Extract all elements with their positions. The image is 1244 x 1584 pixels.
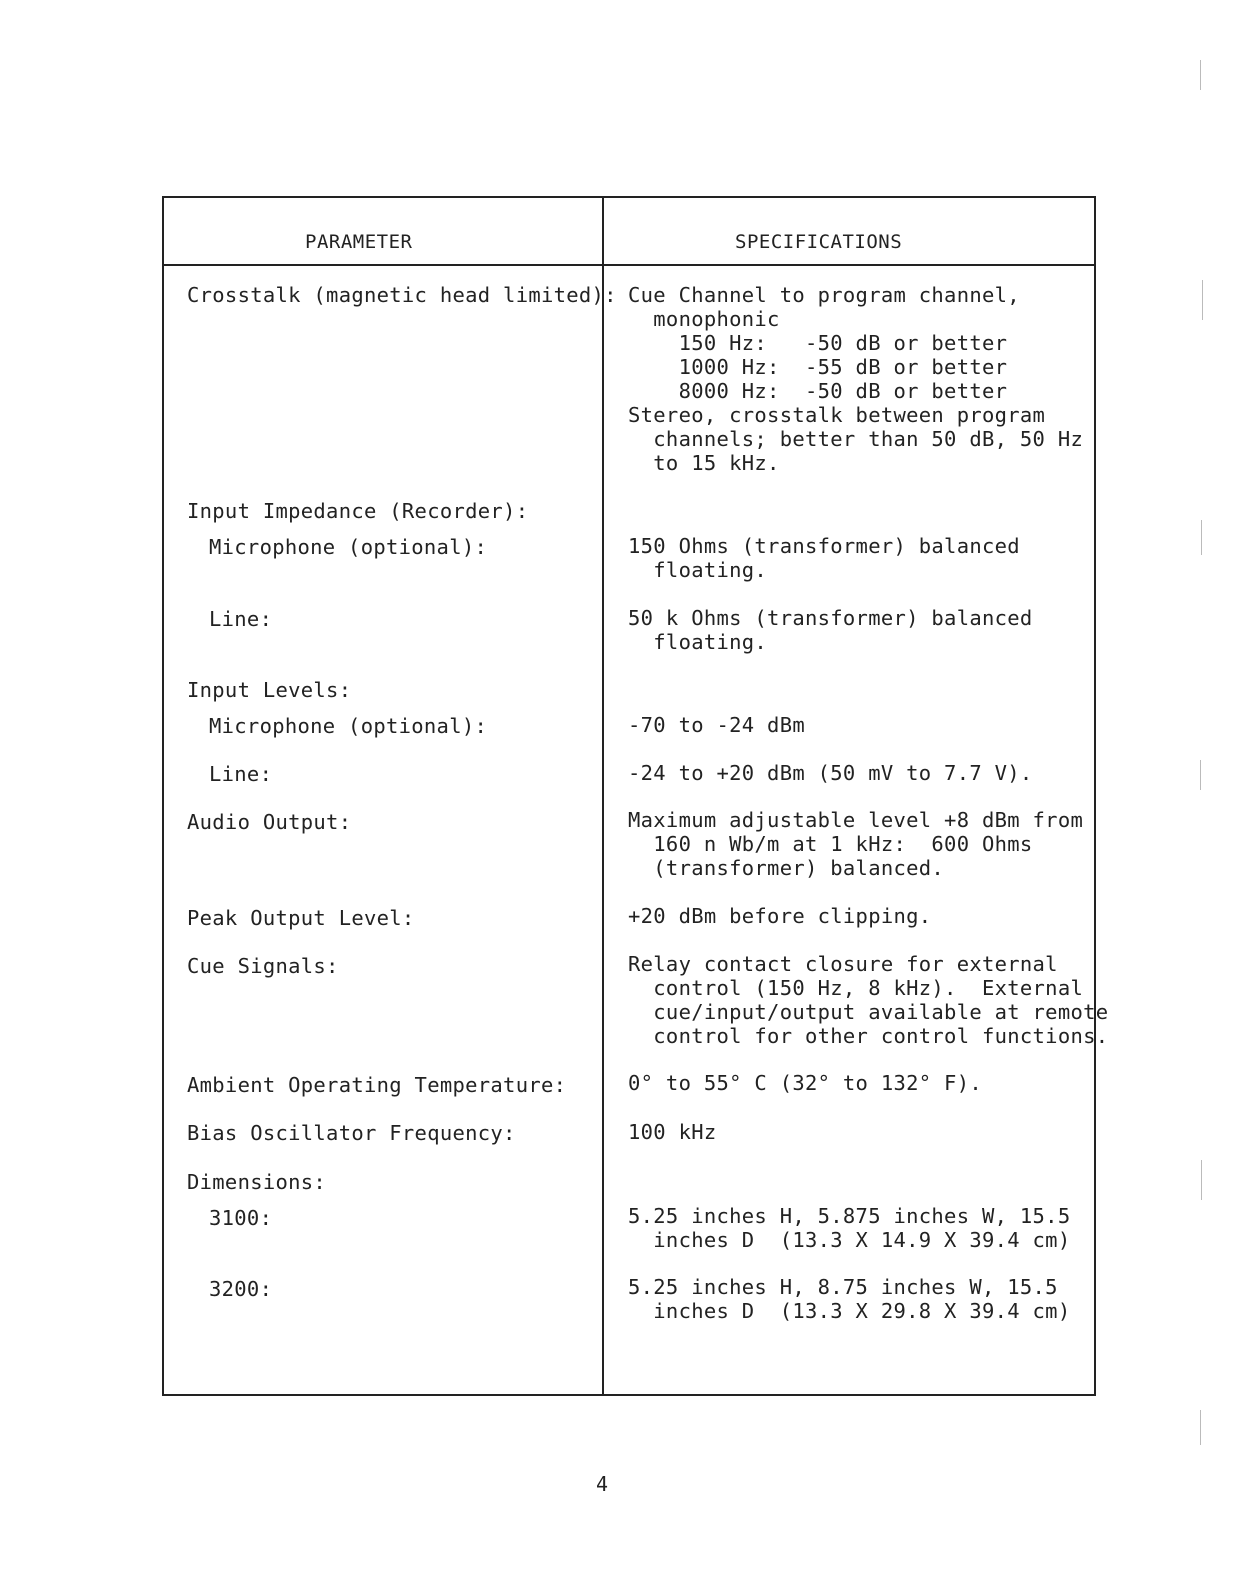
param-impedance-line: Line: xyxy=(209,607,273,631)
spec-cue-signals-line-3: cue/input/output available at remote xyxy=(628,1000,1109,1024)
spec-peak-output: +20 dBm before clipping. xyxy=(628,904,932,928)
spec-impedance-line-line-2: floating. xyxy=(628,630,768,654)
param-dimensions: Dimensions: xyxy=(187,1170,327,1194)
header-parameter: PARAMETER xyxy=(305,231,413,253)
spec-audio-output-line-2: 160 n Wb/m at 1 kHz: 600 Ohms xyxy=(628,832,1033,856)
spec-bias-oscillator: 100 kHz xyxy=(628,1120,717,1144)
spec-crosstalk-line-1: Cue Channel to program channel, xyxy=(628,283,1020,307)
spec-impedance-line-line-1: 50 k Ohms (transformer) balanced xyxy=(628,606,1033,630)
spec-ambient-temperature: 0° to 55° C (32° to 132° F). xyxy=(628,1071,982,1095)
spec-crosstalk-line-5: 8000 Hz: -50 dB or better xyxy=(628,379,1008,403)
param-peak-output: Peak Output Level: xyxy=(187,906,415,930)
spec-dimensions-3200-line-1: 5.25 inches H, 8.75 inches W, 15.5 xyxy=(628,1275,1058,1299)
spec-crosstalk-line-3: 150 Hz: -50 dB or better xyxy=(628,331,1008,355)
spec-cue-signals-line-1: Relay contact closure for external xyxy=(628,952,1058,976)
param-bias-oscillator: Bias Oscillator Frequency: xyxy=(187,1121,516,1145)
column-divider xyxy=(602,196,604,1396)
scan-speck xyxy=(1201,1160,1202,1200)
scan-speck xyxy=(1202,280,1203,320)
param-cue-signals: Cue Signals: xyxy=(187,954,339,978)
spec-crosstalk-line-4: 1000 Hz: -55 dB or better xyxy=(628,355,1008,379)
param-input-levels: Input Levels: xyxy=(187,678,352,702)
param-impedance-microphone: Microphone (optional): xyxy=(209,535,488,559)
param-input-impedance: Input Impedance (Recorder): xyxy=(187,499,529,523)
param-dimensions-3100: 3100: xyxy=(209,1206,273,1230)
spec-crosstalk-line-8: to 15 kHz. xyxy=(628,451,780,475)
spec-impedance-microphone-line-1: 150 Ohms (transformer) balanced xyxy=(628,534,1020,558)
spec-dimensions-3100-line-1: 5.25 inches H, 5.875 inches W, 15.5 xyxy=(628,1204,1071,1228)
page-number: 4 xyxy=(596,1472,609,1496)
param-dimensions-3200: 3200: xyxy=(209,1277,273,1301)
spec-cue-signals-line-4: control for other control functions. xyxy=(628,1024,1109,1048)
spec-levels-microphone: -70 to -24 dBm xyxy=(628,713,805,737)
scan-speck xyxy=(1200,760,1201,790)
spec-audio-output-line-3: (transformer) balanced. xyxy=(628,856,945,880)
scan-speck xyxy=(1201,520,1202,555)
scan-speck xyxy=(1200,60,1201,90)
header-specifications: SPECIFICATIONS xyxy=(735,231,903,253)
spec-crosstalk-line-7: channels; better than 50 dB, 50 Hz xyxy=(628,427,1084,451)
spec-cue-signals-line-2: control (150 Hz, 8 kHz). External xyxy=(628,976,1084,1000)
header-rule xyxy=(162,264,1096,266)
spec-crosstalk-line-6: Stereo, crosstalk between program xyxy=(628,403,1046,427)
param-levels-line: Line: xyxy=(209,762,273,786)
spec-impedance-microphone-line-2: floating. xyxy=(628,558,768,582)
param-ambient-temperature: Ambient Operating Temperature: xyxy=(187,1073,567,1097)
scan-speck xyxy=(1200,1410,1201,1445)
spec-audio-output-line-1: Maximum adjustable level +8 dBm from xyxy=(628,808,1084,832)
spec-dimensions-3200-line-2: inches D (13.3 X 29.8 X 39.4 cm) xyxy=(628,1299,1071,1323)
param-levels-microphone: Microphone (optional): xyxy=(209,714,488,738)
spec-crosstalk-line-2: monophonic xyxy=(628,307,780,331)
spec-dimensions-3100-line-2: inches D (13.3 X 14.9 X 39.4 cm) xyxy=(628,1228,1071,1252)
param-audio-output: Audio Output: xyxy=(187,810,352,834)
param-crosstalk: Crosstalk (magnetic head limited): xyxy=(187,283,617,307)
spec-levels-line: -24 to +20 dBm (50 mV to 7.7 V). xyxy=(628,761,1033,785)
